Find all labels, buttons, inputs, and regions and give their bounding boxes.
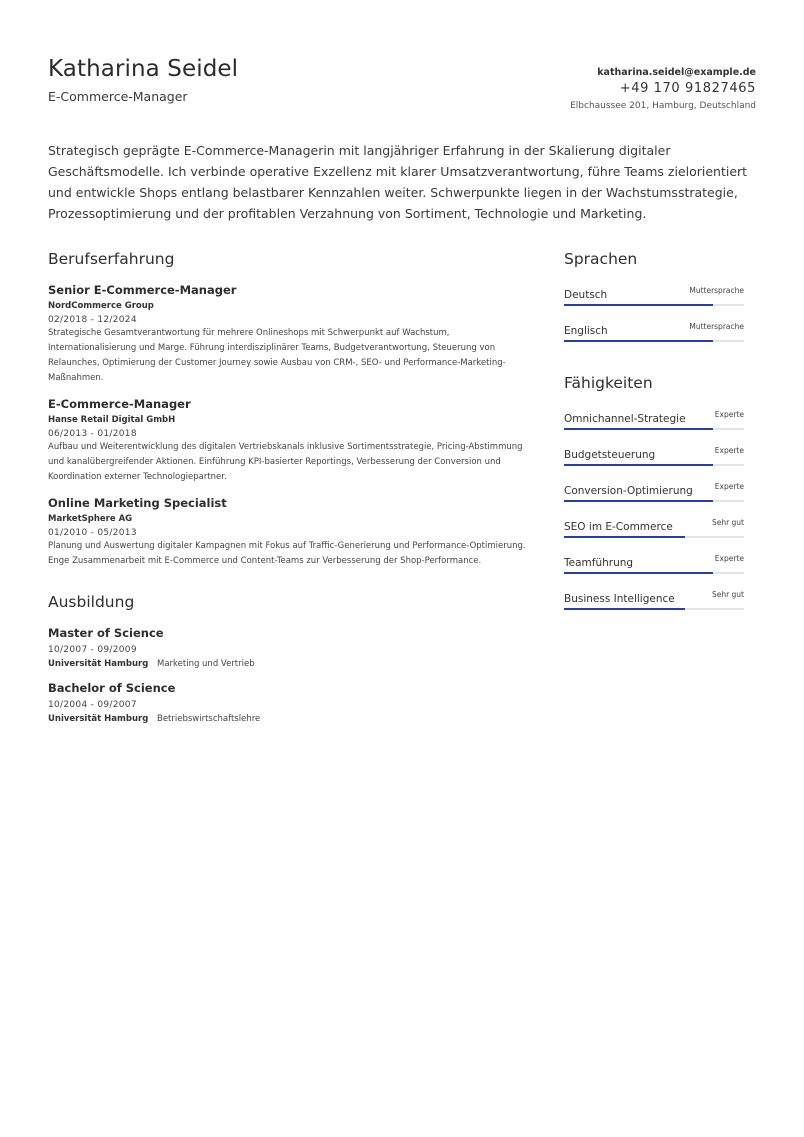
language-item — [564, 312, 744, 348]
skill-level-bar — [564, 608, 744, 610]
contact-address: Elbchaussee 201, Hamburg, Deutschland — [570, 101, 756, 111]
skill-item — [564, 580, 744, 616]
education-degree: Master of Science — [48, 626, 164, 640]
skill-level: Sehr gut — [711, 518, 744, 527]
skill-level-fill — [564, 428, 713, 430]
language-level-fill — [564, 340, 713, 342]
job-company: MarketSphere AG — [48, 514, 133, 524]
skill-level: Experte — [714, 410, 744, 419]
skills-list — [564, 400, 744, 616]
skill-level: Experte — [714, 482, 744, 491]
skill-level-fill — [564, 464, 713, 466]
skill-level: Sehr gut — [711, 590, 744, 599]
skill-item — [564, 400, 744, 436]
education-dates: 10/2007 - 09/2009 — [48, 645, 137, 655]
job-entry — [48, 397, 528, 485]
languages-heading: Sprachen — [564, 250, 638, 268]
languages-list — [564, 276, 744, 348]
skill-item — [564, 436, 744, 472]
profile-summary: Strategisch geprägte E-Commerce-Managerin mit langjähriger Erfahrung in der Skalierung digitaler Geschäftsmodelle. Ich verbinde operative Exzellenz mit klarer Umsatzverantwortung, führe Teams zielorientiert und entwickle Shops entlang belastbarer Kennzahlen weiter. Schwerpunkte liegen in der Wachstumsstrategie, Prozessoptimierung und der profitablen Verzahnung von Sortiment, Technologie und Marketing. — [48, 143, 748, 221]
skills-heading: Fähigkeiten — [564, 374, 653, 392]
skill-label: Omnichannel-Strategie — [564, 413, 686, 425]
skill-item — [564, 508, 744, 544]
experience-heading: Berufserfahrung — [48, 250, 175, 268]
education-entry — [48, 681, 528, 724]
skill-level-bar — [564, 464, 744, 466]
education-details — [48, 714, 528, 724]
job-entry — [48, 283, 528, 386]
education-field: Betriebswirtschaftslehre — [156, 714, 261, 724]
skill-level-bar — [564, 536, 744, 538]
education-school: Universität Hamburg — [48, 714, 149, 724]
contact-email[interactable]: katharina.seidel@example.de — [597, 67, 756, 78]
main-column — [48, 250, 528, 724]
job-dates: 01/2010 - 05/2013 — [48, 528, 137, 538]
language-level: Muttersprache — [689, 322, 744, 331]
language-level-fill — [564, 304, 713, 306]
skills-section — [564, 374, 744, 616]
language-label: Deutsch — [564, 289, 608, 301]
education-section — [48, 593, 528, 724]
candidate-role: E-Commerce-Manager — [48, 89, 188, 104]
job-entry — [48, 496, 528, 569]
skill-label: Conversion-Optimierung — [564, 485, 693, 497]
skill-level-fill — [564, 536, 685, 538]
skill-level: Experte — [714, 446, 744, 455]
job-title: Senior E-Commerce-Manager — [48, 283, 237, 297]
education-heading: Ausbildung — [48, 593, 135, 611]
skill-label: Business Intelligence — [564, 593, 675, 605]
skill-level-fill — [564, 608, 685, 610]
skill-label: Budgetsteuerung — [564, 449, 656, 461]
job-company: NordCommerce Group — [48, 301, 154, 311]
language-level-bar — [564, 340, 744, 342]
job-dates: 06/2013 - 01/2018 — [48, 429, 137, 439]
job-dates: 02/2018 - 12/2024 — [48, 315, 137, 325]
education-details — [48, 659, 528, 669]
skill-level-fill — [564, 500, 713, 502]
skill-label: Teamführung — [564, 557, 634, 569]
job-description: Planung und Auswertung digitaler Kampagnen mit Fokus auf Traffic-Generierung und Performance-Optimierung. Enge Zusammenarbeit mit E-Commerce und Content-Teams zur Verbesserung der Shop-Performance. — [48, 541, 526, 566]
skill-item — [564, 544, 744, 580]
education-field: Marketing und Vertrieb — [156, 659, 255, 669]
education-degree: Bachelor of Science — [48, 681, 176, 695]
side-column — [564, 250, 744, 616]
job-company: Hanse Retail Digital GmbH — [48, 415, 176, 425]
skill-level-bar — [564, 572, 744, 574]
contact-block — [570, 67, 756, 111]
education-school: Universität Hamburg — [48, 659, 149, 669]
education-entry — [48, 626, 528, 669]
job-title: Online Marketing Specialist — [48, 496, 227, 510]
candidate-name: Katharina Seidel — [48, 56, 239, 82]
job-title: E-Commerce-Manager — [48, 397, 191, 411]
skill-label: SEO im E-Commerce — [564, 521, 673, 533]
contact-phone[interactable]: +49 170 91827465 — [619, 81, 756, 96]
skill-level-bar — [564, 428, 744, 430]
language-level: Muttersprache — [689, 286, 744, 295]
skill-item — [564, 472, 744, 508]
language-item — [564, 276, 744, 312]
language-label: Englisch — [564, 325, 608, 337]
job-description: Aufbau und Weiterentwicklung des digitalen Vertriebskanals inklusive Sortimentsstrategie, Pricing-Abstimmung und kanalübergreifender Aktionen. Einführung KPI-basierter Reportings, Verbesserung der Conversion und Koordination externer Technologiepartner. — [48, 442, 523, 482]
language-level-bar — [564, 304, 744, 306]
job-description: Strategische Gesamtverantwortung für mehrere Onlineshops mit Schwerpunkt auf Wachstum, Internationalisierung und Marge. Führung interdisziplinärer Teams, Budgetverantwortung, Steuerung von Relaunches, Optimierung der Customer Journey sowie Ausbau von CRM-, SEO- und Performance-Marketing-Maßnahmen. — [48, 328, 506, 383]
education-dates: 10/2004 - 09/2007 — [48, 700, 137, 710]
skill-level-bar — [564, 500, 744, 502]
skill-level: Experte — [714, 554, 744, 563]
skill-level-fill — [564, 572, 713, 574]
